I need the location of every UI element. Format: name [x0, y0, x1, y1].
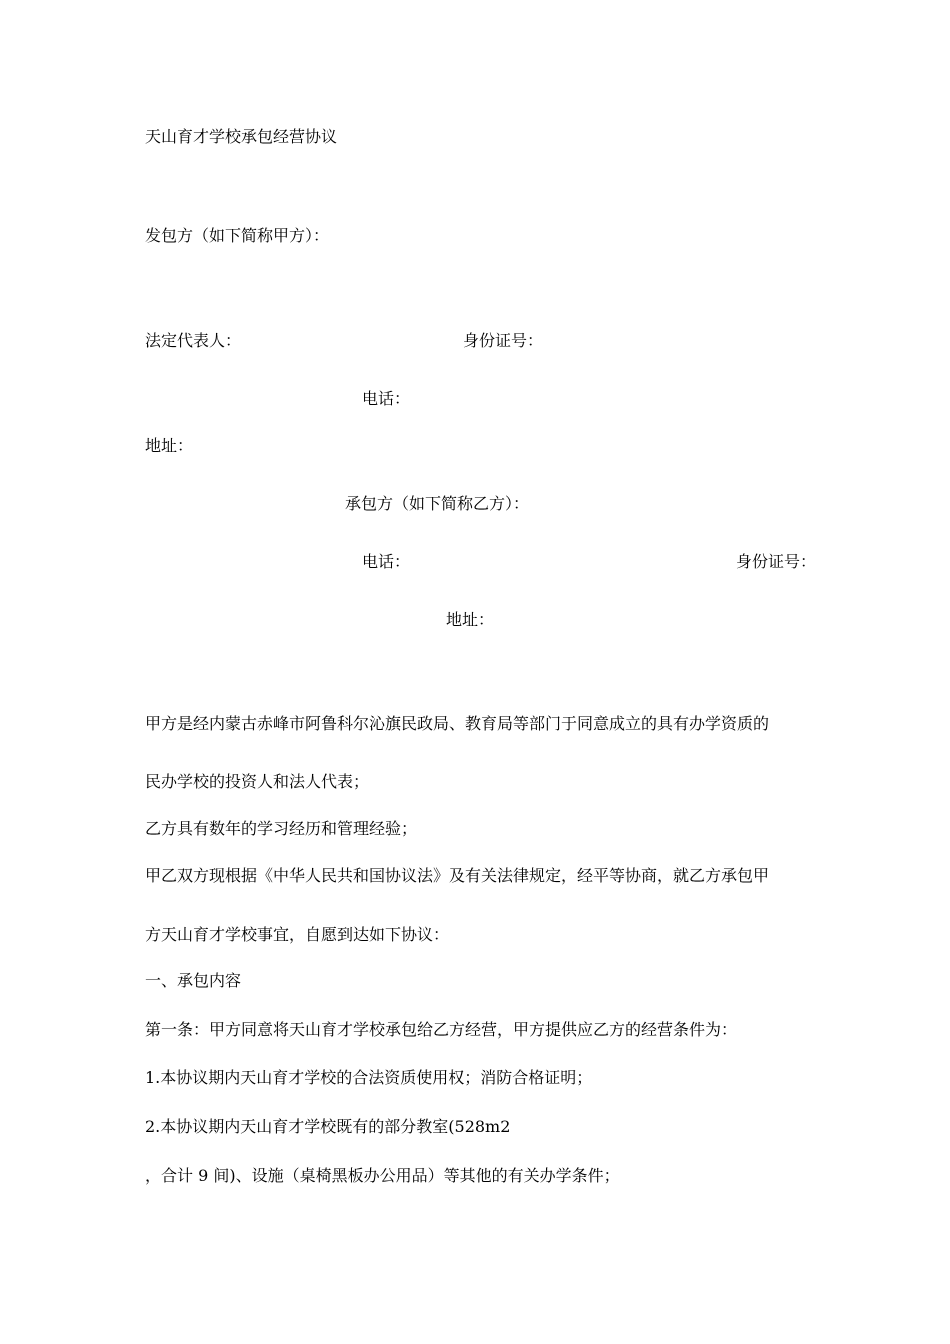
party-a-phone-label: 电话： [362, 389, 411, 408]
section-1-heading: 一、承包内容 [145, 971, 242, 990]
article-1: 第一条：甲方同意将天山育才学校承包给乙方经营，甲方提供应乙方的经营条件为： [145, 1020, 738, 1039]
party-b-id-label: 身份证号： [736, 552, 817, 571]
party-b-address-label: 地址： [446, 610, 495, 629]
paragraph-3-line-1: 甲乙双方现根据《中华人民共和国协议法》及有关法律规定，经平等协商，就乙方承包甲 [145, 866, 770, 885]
party-a-address-label: 地址： [145, 436, 194, 455]
paragraph-1-line-2: 民办学校的投资人和法人代表； [145, 772, 370, 791]
article-1-item-1: 1.本协议期内天山育才学校的合法资质使用权；消防合格证明； [145, 1068, 593, 1087]
party-b-phone-label: 电话： [362, 552, 411, 571]
document-title: 天山育才学校承包经营协议 [145, 127, 338, 146]
party-a-id-label: 身份证号： [463, 331, 544, 350]
party-a-label: 发包方（如下简称甲方）： [145, 226, 330, 245]
party-b-label: 承包方（如下简称乙方）： [345, 494, 530, 513]
paragraph-2: 乙方具有数年的学习经历和管理经验； [145, 819, 418, 838]
article-1-item-2-line-2: ，合计 9 间)、设施（桌椅黑板办公用品）等其他的有关办学条件； [145, 1166, 620, 1185]
paragraph-1-line-1: 甲方是经内蒙古赤峰市阿鲁科尔沁旗民政局、教育局等部门于同意成立的具有办学资质的 [145, 714, 770, 733]
paragraph-3-line-2: 方天山育才学校事宜，自愿到达如下协议： [145, 925, 450, 944]
party-a-legal-rep-label: 法定代表人： [145, 331, 242, 350]
article-1-item-2-line-1: 2.本协议期内天山育才学校既有的部分教室(528m2 [145, 1117, 511, 1136]
